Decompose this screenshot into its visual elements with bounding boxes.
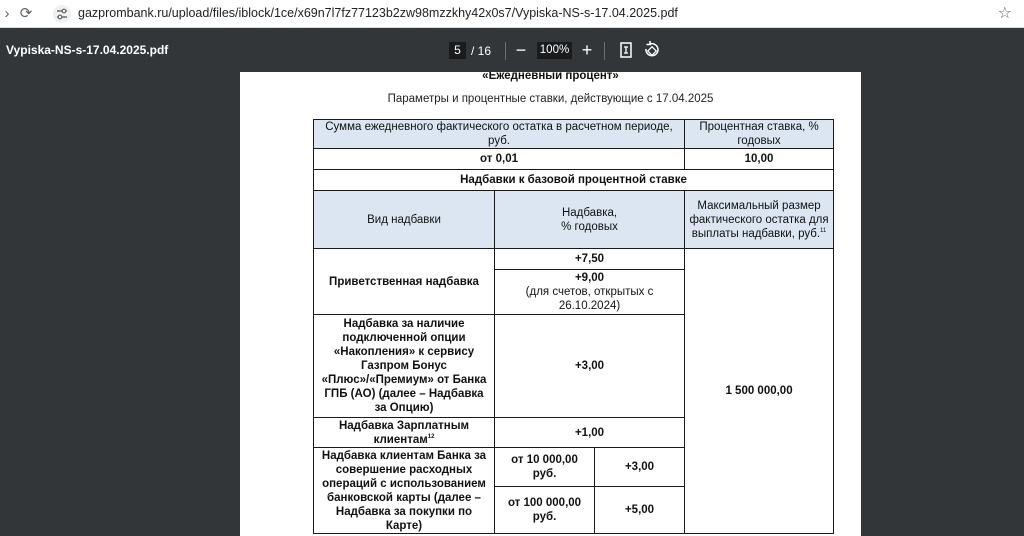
zoom-level-input[interactable]: 100% (537, 42, 572, 59)
bookmark-star-icon[interactable]: ☆ (997, 5, 1012, 22)
pdf-toolbar (0, 28, 1024, 72)
pdf-page (240, 72, 861, 536)
cell-label: Надбавка Зарплатным клиентам (338, 419, 470, 446)
zoom-out-button[interactable]: − (515, 40, 527, 60)
fit-to-page-icon[interactable] (616, 40, 636, 60)
footnote-mark: 11 (820, 227, 827, 234)
table-cell: +1,00 (495, 418, 685, 448)
table-cell: от 0,01 (314, 149, 685, 170)
table-cell: +3,00 (595, 448, 685, 487)
table-cell (495, 270, 685, 315)
page-total: / 16 (471, 44, 492, 58)
table-cell: +7,50 (495, 249, 685, 270)
pdf-filename: Vypiska-NS-s-17.04.2025.pdf (6, 43, 169, 57)
cell-note: (для счетов, открытых с 26.10.2024) (525, 286, 654, 312)
url-field[interactable]: gazprombank.ru/upload/files/iblock/1ce/x69n7l7fz77123b2zw98mzzkhy42x0s7/Vypiska-NS-s-17.04.2025.pdf (78, 6, 678, 20)
zoom-in-button[interactable]: + (581, 40, 593, 60)
document-heading: «Ежедневный процент» (482, 72, 619, 82)
table-cell: Надбавка за наличие подключенной опции «Накопления» к сервису Газпром Бонус «Плюс»/«Премиум» от Банка ГПБ (АО) (далее – Надбавка за Опцию) (314, 315, 495, 418)
table-header-cell: Процентная ставка, % годовых (685, 120, 834, 149)
table-header-cell (495, 191, 685, 249)
document-subtitle: Параметры и процентные ставки, действующие с 17.04.2025 (387, 93, 714, 105)
browser-address-bar (0, 0, 1024, 28)
header-text: % годовых (561, 220, 618, 233)
rates-table (313, 119, 834, 534)
table-cell: 1 500 000,00 (685, 249, 834, 534)
table-cell (314, 418, 495, 448)
table-cell: +3,00 (495, 315, 685, 418)
toolbar-divider (604, 42, 605, 60)
table-row (314, 120, 834, 149)
table-row (314, 249, 834, 270)
table-row (314, 191, 834, 249)
cell-value: +9,00 (574, 272, 605, 284)
rotate-icon[interactable] (641, 40, 661, 60)
table-cell: 10,00 (685, 149, 834, 170)
header-text: Надбавка, (561, 206, 618, 219)
table-cell: от 100 000,00 руб. (495, 487, 595, 534)
table-header-cell (685, 191, 834, 249)
page-number-input[interactable]: 5 (449, 42, 466, 59)
reload-icon[interactable]: ⟳ (19, 5, 33, 22)
table-cell: Надбавка клиентам Банка за совершение расходных операций с использованием банковской карты (далее – Надбавка за покупки по Карте) (314, 448, 495, 534)
table-section-title: Надбавки к базовой процентной ставке (314, 170, 834, 191)
table-cell: Приветственная надбавка (314, 249, 495, 315)
table-header-cell: Сумма ежедневного фактического остатка в расчетном периоде, руб. (314, 120, 685, 149)
table-row (314, 149, 834, 170)
table-row (314, 170, 834, 191)
site-settings-icon[interactable] (52, 4, 72, 24)
toolbar-divider (505, 42, 506, 60)
footnote-mark: 12 (427, 433, 435, 440)
back-arrow-icon[interactable]: › (4, 5, 10, 22)
table-cell: +5,00 (595, 487, 685, 534)
header-text: Максимальный размер фактического остатка для выплаты надбавки, руб. (689, 199, 829, 240)
table-header-cell: Вид надбавки (314, 191, 495, 249)
table-cell: от 10 000,00 руб. (495, 448, 595, 487)
